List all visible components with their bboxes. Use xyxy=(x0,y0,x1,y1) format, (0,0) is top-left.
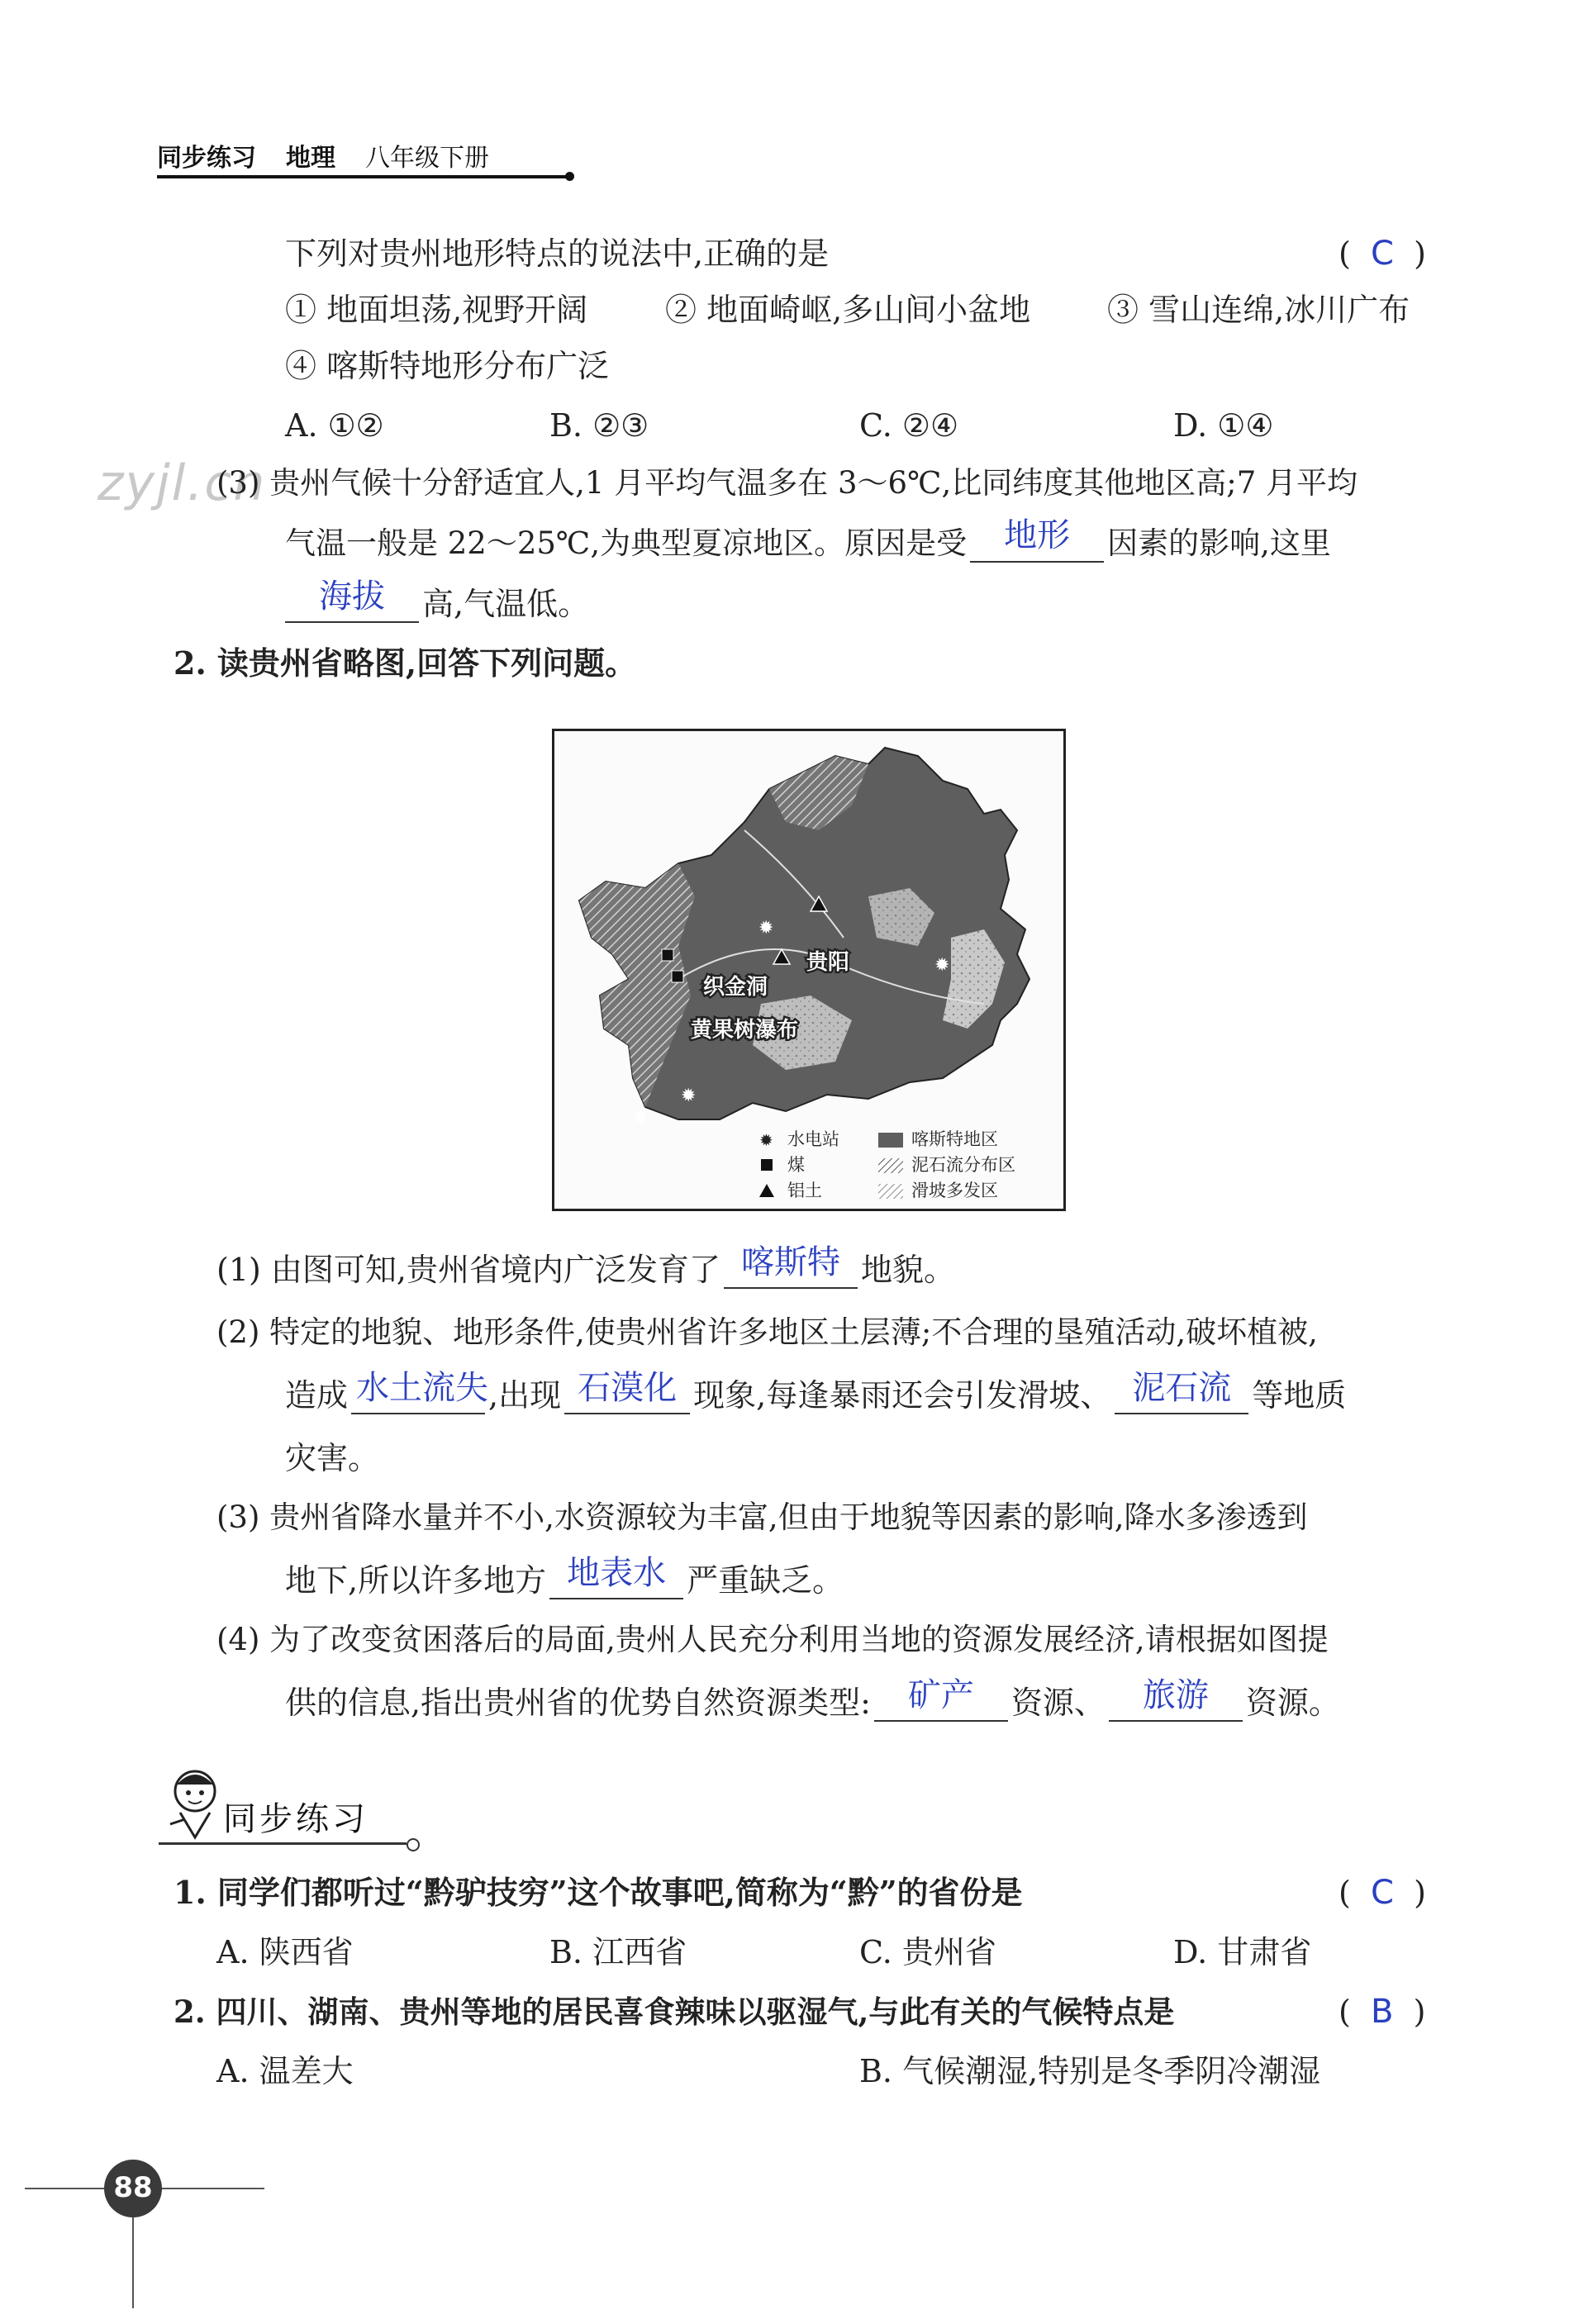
climate-line-3 xyxy=(285,577,590,623)
hydro-symbol-3: ✹ xyxy=(681,1086,697,1106)
q2-sub3-a: 地下,所以许多地方 xyxy=(285,1562,547,1599)
terrain-answer: C xyxy=(1370,235,1394,273)
q2-sub2-line2 xyxy=(285,1369,1347,1414)
page-header xyxy=(157,137,519,173)
q2-sub2-b: ,出现 xyxy=(488,1377,562,1414)
q2-sub2-c: 现象,每逢暴雨还会引发滑坡、 xyxy=(693,1377,1112,1414)
q2-sub2-a: 造成 xyxy=(285,1377,349,1414)
hydro-symbol-1: ✹ xyxy=(758,918,774,939)
q2-stem xyxy=(174,644,636,682)
q2-sub3-answer: 地表水 xyxy=(567,1554,667,1592)
label-guiyang: 贵阳 xyxy=(806,950,850,975)
terrain-choice-a: A. ①② xyxy=(285,407,384,444)
legend-coal: 煤 xyxy=(787,1155,805,1175)
legend-hydro-icon: ✹ xyxy=(759,1130,773,1150)
q2-stem-text: 2. 读贵州省略图,回答下列问题。 xyxy=(174,644,637,682)
section-title: 同步练习 xyxy=(223,1800,369,1838)
q2-sub4-blank-1 xyxy=(874,1676,1008,1722)
q2-sub1-answer: 喀斯特 xyxy=(741,1243,840,1281)
header-rule xyxy=(157,175,570,178)
climate-line-3b: 高,气温低。 xyxy=(422,586,590,622)
terrain-option-1: ① 地面坦荡,视野开阔 xyxy=(285,292,588,328)
legend-bauxite: 铝土 xyxy=(787,1181,822,1200)
q2-sub4-b: 资源、 xyxy=(1010,1685,1106,1721)
legend-karst: 喀斯特地区 xyxy=(911,1129,998,1149)
q2-sub3-blank xyxy=(549,1554,683,1599)
hydro-symbol-2: ✹ xyxy=(934,955,950,976)
legend-coal-icon xyxy=(761,1159,773,1171)
practice-q1-c: C. 贵州省 xyxy=(859,1934,996,1970)
map-graphic xyxy=(554,731,1063,1209)
legend-landslide: 滑坡多发区 xyxy=(911,1181,998,1200)
page-number: 88 xyxy=(113,2171,153,2204)
q2-sub2-line3: 灾害。 xyxy=(285,1440,380,1476)
practice-q1-answer: C xyxy=(1370,1874,1394,1912)
q2-sub1-b: 地貌。 xyxy=(861,1252,956,1288)
q2-sub2-answer-2: 石漠化 xyxy=(578,1369,678,1407)
q2-sub1-blank xyxy=(724,1243,858,1289)
q2-sub4-c: 资源。 xyxy=(1245,1685,1340,1721)
climate-line-2 xyxy=(285,516,1331,563)
climate-line-2b: 因素的影响,这里 xyxy=(1107,525,1331,561)
practice-q1-a: A. 陕西省 xyxy=(216,1934,354,1970)
q2-sub2-line1: (2) 特定的地貌、地形条件,使贵州省许多地区土层薄;不合理的垦殖活动,破坏植被, xyxy=(216,1314,1318,1350)
q2-sub4-blank-2 xyxy=(1109,1676,1243,1722)
q2-sub2-answer-3: 泥石流 xyxy=(1132,1369,1232,1407)
practice-q2-paren: ( B ) xyxy=(1339,1993,1426,2031)
q2-sub2-blank-1 xyxy=(351,1369,489,1414)
header-grade: 八年级下册 xyxy=(365,144,489,173)
legend-bauxite-icon xyxy=(759,1184,774,1197)
q2-sub4-a: 供的信息,指出贵州省的优势自然资源类型: xyxy=(285,1685,871,1721)
terrain-choice-d: D. ①④ xyxy=(1173,407,1274,444)
q2-sub1 xyxy=(216,1243,956,1289)
q2-sub2-blank-3 xyxy=(1115,1369,1248,1414)
practice-q1-stem xyxy=(174,1874,1023,1912)
terrain-option-4: ④ 喀斯特地形分布广泛 xyxy=(285,348,610,384)
practice-q1-stem-text: 1. 同学们都听过“黔驴技穷”这个故事吧,简称为“黔”的省份是 xyxy=(174,1874,1023,1911)
label-zhijin: 织金洞 xyxy=(703,975,768,1000)
watermark: zyjl.cn xyxy=(97,454,267,512)
q2-sub2-blank-2 xyxy=(564,1369,690,1414)
terrain-answer-paren: ( C ) xyxy=(1339,235,1426,273)
practice-q1-d: D. 甘肃省 xyxy=(1173,1934,1312,1970)
practice-q1-b: B. 江西省 xyxy=(549,1934,687,1970)
header-dot xyxy=(565,172,574,181)
coal-symbol-2 xyxy=(672,971,683,982)
header-series: 同步练习 xyxy=(157,144,256,173)
q2-sub4-answer-2: 旅游 xyxy=(1142,1676,1209,1714)
q2-sub4-line1: (4) 为了改变贫困落后的局面,贵州人民充分利用当地的资源发展经济,请根据如图提 xyxy=(216,1622,1329,1657)
q2-sub1-a: (1) 由图可知,贵州省境内广泛发育了 xyxy=(216,1252,720,1288)
climate-blank-1 xyxy=(970,516,1104,563)
legend-karst-icon xyxy=(878,1133,903,1148)
climate-answer-2: 海拔 xyxy=(319,577,385,615)
terrain-choice-b: B. ②③ xyxy=(549,407,649,444)
hydro-symbol-4: ✹ xyxy=(633,1108,649,1129)
section-dot xyxy=(407,1838,420,1851)
q2-sub2-answer-1: 水土流失 xyxy=(356,1369,489,1407)
legend-landslide-icon xyxy=(878,1184,903,1199)
terrain-option-2: ② 地面崎岖,多山间小盆地 xyxy=(665,292,1031,328)
practice-q2-b: B. 气候潮湿,特别是冬季阴冷潮湿 xyxy=(859,2053,1321,2089)
climate-line-2a: 气温一般是 22～25℃,为典型夏凉地区。原因是受 xyxy=(285,525,968,561)
legend-debris-icon xyxy=(878,1158,903,1173)
mascot-icon xyxy=(165,1766,225,1844)
coal-symbol-1 xyxy=(662,949,673,961)
footer-vertical-line xyxy=(132,2217,134,2308)
q2-sub3-line1: (3) 贵州省降水量并不小,水资源较为丰富,但由于地貌等因素的影响,降水多渗透到 xyxy=(216,1499,1308,1535)
climate-answer-1: 地形 xyxy=(1004,516,1071,554)
practice-q2-stem xyxy=(174,1993,1174,2032)
q2-sub2-d: 等地质 xyxy=(1252,1377,1347,1414)
q2-sub3-line2 xyxy=(285,1554,844,1599)
q2-sub4-line2 xyxy=(285,1676,1340,1722)
climate-blank-2 xyxy=(285,577,419,623)
climate-line-1: (3) 贵州气候十分舒适宜人,1 月平均气温多在 3～6℃,比同纬度其他地区高;7 月平均 xyxy=(216,465,1358,501)
practice-q2-stem-text: 2. 四川、湖南、贵州等地的居民喜食辣味以驱湿气,与此有关的气候特点是 xyxy=(174,1994,1175,2030)
q2-sub4-answer-1: 矿产 xyxy=(907,1676,974,1714)
header-subject: 地理 xyxy=(286,144,335,173)
terrain-choice-c: C. ②④ xyxy=(859,407,959,444)
legend-hydro: 水电站 xyxy=(787,1129,839,1149)
label-huangguoshu: 黄果树瀑布 xyxy=(691,1018,799,1043)
practice-q1-paren: ( C ) xyxy=(1339,1874,1426,1912)
guizhou-map xyxy=(552,729,1066,1211)
practice-q2-a: A. 温差大 xyxy=(216,2053,354,2089)
map-legend xyxy=(759,1129,1015,1200)
legend-debris: 泥石流分布区 xyxy=(911,1155,1015,1175)
practice-q2-answer: B xyxy=(1370,1993,1394,2031)
terrain-option-3: ③ 雪山连绵,冰川广布 xyxy=(1107,292,1410,328)
q2-sub3-b: 严重缺乏。 xyxy=(687,1562,844,1599)
terrain-question-stem: 下列对贵州地形特点的说法中,正确的是 xyxy=(285,235,830,272)
section-underline xyxy=(159,1842,407,1845)
